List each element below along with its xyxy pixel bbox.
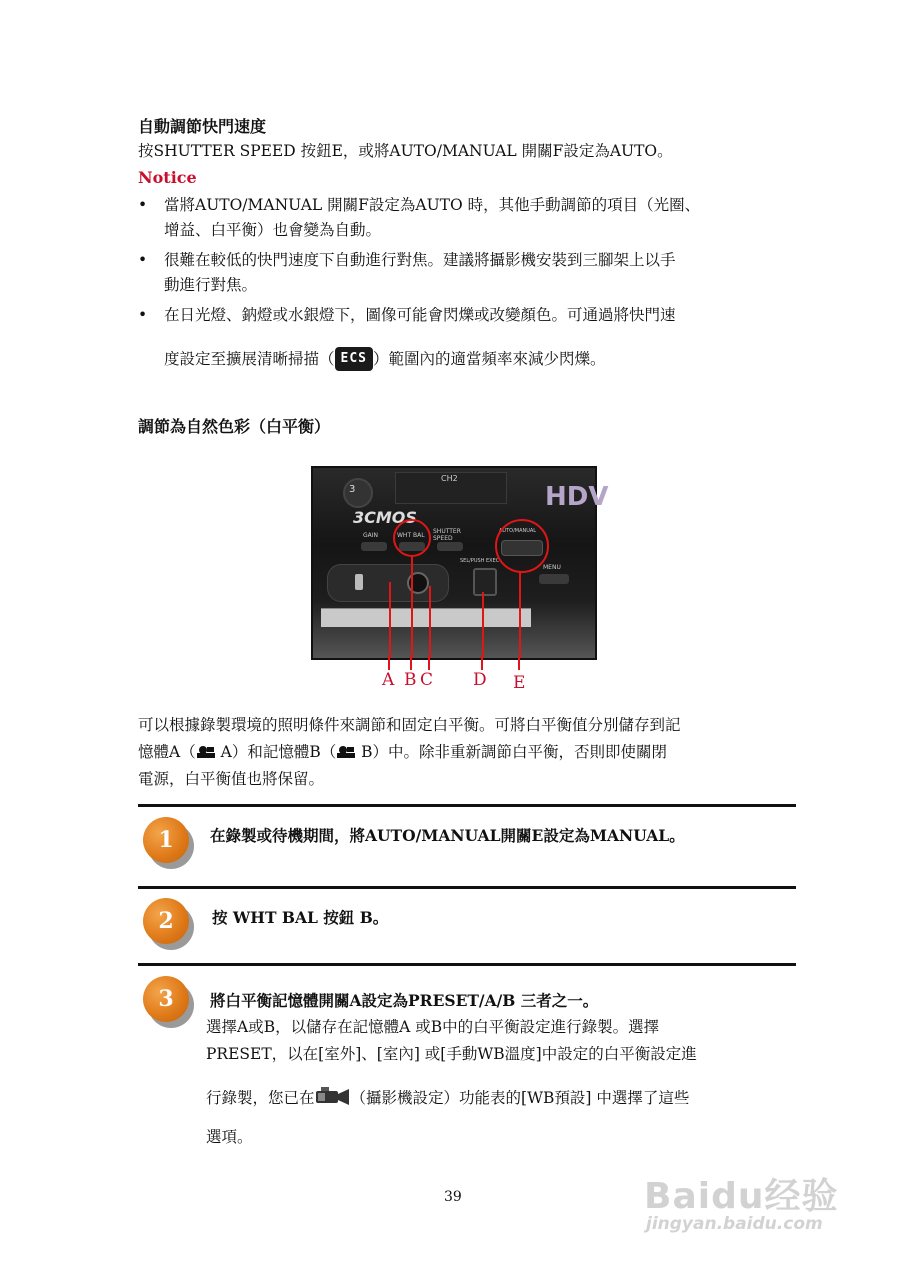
callout-label-d: D	[473, 670, 487, 690]
callout-label-c: C	[420, 670, 434, 690]
baidu-watermark-url: jingyan.baidu.com	[646, 1214, 823, 1234]
wb-memory-icon	[196, 745, 216, 759]
shutter-intro: 按SHUTTER SPEED 按鈕E，或將AUTO/MANUAL 開關F設定為AUTO。	[138, 142, 673, 160]
divider	[138, 963, 796, 966]
notice-label: Notice	[138, 168, 197, 187]
divider	[138, 886, 796, 889]
baidu-watermark-logo: Baidu经验	[644, 1176, 839, 1217]
step-number-badge: 3	[143, 976, 189, 1022]
panel-text-wht-bal: WHT BAL	[397, 532, 425, 539]
callout-circle-b	[394, 520, 430, 556]
callout-label-b: B	[404, 670, 417, 690]
panel-text-3cmos: 3CMOS	[353, 508, 417, 527]
bullet-dot: •	[138, 196, 148, 214]
ecs-badge-icon: ECS	[335, 347, 373, 371]
panel-text-ch2: CH2	[441, 474, 458, 483]
divider	[138, 804, 796, 807]
step-number-badge: 2	[143, 898, 189, 944]
bullet-3-line2: 度設定至擴展清晰掃描（ ECS ）範圍內的適當頻率來減少閃爍。	[164, 347, 676, 371]
bullet-2-line1: 很難在較低的快門速度下自動進行對焦。建議將攝影機安裝到三腳架上以手	[164, 251, 676, 269]
panel-text-gain: GAIN	[363, 532, 379, 539]
bullet-dot: •	[138, 306, 148, 324]
bullet-item-2	[138, 249, 676, 296]
wb-para-line3: 電源，白平衡值也將保留。	[138, 770, 325, 788]
panel-text-sel-push: SEL/PUSH EXEC	[460, 558, 500, 564]
bullet-item-3	[138, 304, 676, 371]
section-heading-white-balance: 調節為自然色彩（白平衡）	[138, 417, 331, 436]
camera-panel-photo	[311, 466, 609, 660]
bullet-3-line1: 在日光燈、鈉燈或水銀燈下，圖像可能會閃爍或改變顏色。可通過將快門速	[164, 306, 676, 324]
callout-circle-e	[496, 520, 548, 572]
step-2-title: 按 WHT BAL 按鈕 B。	[212, 908, 389, 927]
callout-label-a: A	[382, 670, 395, 690]
wb-memory-icon	[336, 745, 356, 759]
bullet-item-1	[138, 194, 701, 241]
step-3-title: 將白平衡記憶體開關A設定為PRESET/A/B 三者之一。	[210, 991, 599, 1010]
page-number: 39	[444, 1189, 462, 1205]
step-3-body-line3: 行錄製，您已在 （攝影機設定）功能表的[WB預設] 中選擇了這些	[206, 1086, 689, 1109]
step-3-body-line1: 選擇A或B，以儲存在記憶體A 或B中的白平衡設定進行錄製。選擇	[206, 1018, 660, 1036]
bullet-dot: •	[138, 251, 148, 269]
wb-para-line1: 可以根據錄製環境的照明條件來調節和固定白平衡。可將白平衡值分別儲存到記	[138, 716, 681, 734]
panel-text-hdv: HDV	[545, 482, 609, 512]
panel-text-auto-manual: AUTO/MANUAL	[499, 528, 537, 534]
panel-text-menu: MENU	[543, 564, 561, 571]
step-3-body-line4: 選項。	[206, 1128, 253, 1146]
panel-text-shutter-speed: SHUTTER SPEED	[433, 528, 461, 542]
camera-settings-icon	[315, 1086, 351, 1106]
wb-para-line2: 憶體A（ A）和記憶體B（ B）中。除非重新調節白平衡，否則即使關閉	[138, 743, 668, 761]
step-3-body-line2: PRESET，以在[室外]、[室內] 或[手動WB溫度]中設定的白平衡設定進	[206, 1045, 697, 1063]
callout-overlay	[313, 468, 595, 658]
step-number-badge: 1	[143, 817, 189, 863]
callout-label-e: E	[513, 673, 526, 693]
section-heading-shutter: 自動調節快門速度	[138, 117, 267, 136]
bullet-1-line1: 當將AUTO/MANUAL 開關F設定為AUTO 時，其他手動調節的項目（光圈、	[164, 196, 701, 214]
step-1-title: 在錄製或待機期間，將AUTO/MANUAL開關E設定為MANUAL。	[210, 826, 685, 845]
panel-text-3: 3	[349, 484, 356, 495]
callout-extension	[311, 656, 593, 672]
bullet-2-line2: 動進行對焦。	[164, 276, 258, 294]
bullet-1-line2: 增益、白平衡）也會變為自動。	[164, 221, 382, 239]
